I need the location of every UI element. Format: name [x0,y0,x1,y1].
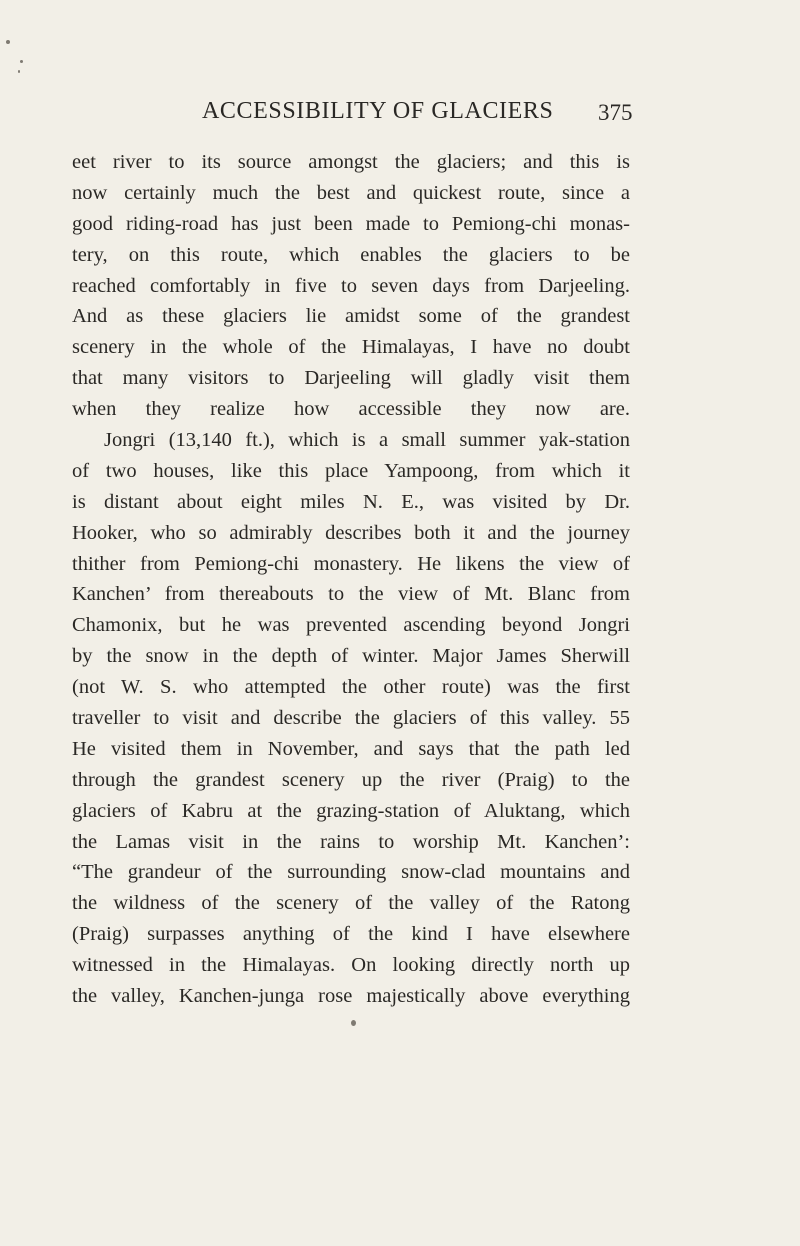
text-line: of two houses, like this place Yampoong, from which it [72,459,630,482]
page-number: 375 [598,100,633,125]
text-line: the valley, Kanchen-junga rose majestically above everything [72,985,630,1008]
text-line: thither from Pemiong-chi monastery. He likens the view of [72,552,630,575]
text-line: Hooker, who so admirably describes both it and the journey [72,521,630,544]
text-line: He visited them in November, and says that the path led [72,737,630,760]
text-line: tery, on this route, which enables the glaciers to be [72,243,630,266]
text-line: glaciers of Kabru at the grazing-station of Aluktang, which [72,799,630,822]
text-line: through the grandest scenery up the river (Praig) to the [72,768,630,791]
text-line: now certainly much the best and quickest route, since a [72,181,630,204]
text-line: (not W. S. who attempted the other route) was the first [72,676,630,699]
paper-speck [351,1020,356,1026]
text-line: Kanchen’ from thereabouts to the view of Mt. Blanc from [72,583,630,606]
text-line: And as these glaciers lie amidst some of the grandest [72,305,630,328]
text-line: witnessed in the Himalayas. On looking directly north up [72,954,630,977]
text-line: the wildness of the scenery of the valley of the Ratong [72,892,630,915]
text-line: (Praig) surpasses anything of the kind I have elsewhere [72,923,630,946]
text-line: reached comfortably in five to seven days from Darjeeling. [72,274,630,297]
text-line: eet river to its source amongst the glaciers; and this is [72,151,630,173]
body-text [72,147,630,1012]
paper-speck [6,40,10,44]
running-title: ACCESSIBILITY OF GLACIERS [202,98,554,124]
text-line: “The grandeur of the surrounding snow-clad mountains and [72,861,630,884]
text-line: by the snow in the depth of winter. Major James Sherwill [72,645,630,668]
text-line: scenery in the whole of the Himalayas, I have no doubt [72,336,630,359]
text-line: that many visitors to Darjeeling will gladly visit them [72,367,630,390]
text-line: Chamonix, but he was prevented ascending beyond Jongri [72,614,630,637]
paper-speck [20,60,23,63]
text-line: is distant about eight miles N. E., was visited by Dr. [72,490,630,513]
text-line: good riding-road has just been made to Pemiong-chi monas- [72,212,630,235]
text-line: traveller to visit and describe the glaciers of this valley. 55 [72,707,630,730]
page-header [0,98,800,134]
text-line: the Lamas visit in the rains to worship Mt. Kanchen’: [72,830,630,853]
text-line: when they realize how accessible they now are. [72,398,630,421]
text-line: Jongri (13,140 ft.), which is a small summer yak-station [104,429,630,452]
paper-speck [18,70,20,73]
